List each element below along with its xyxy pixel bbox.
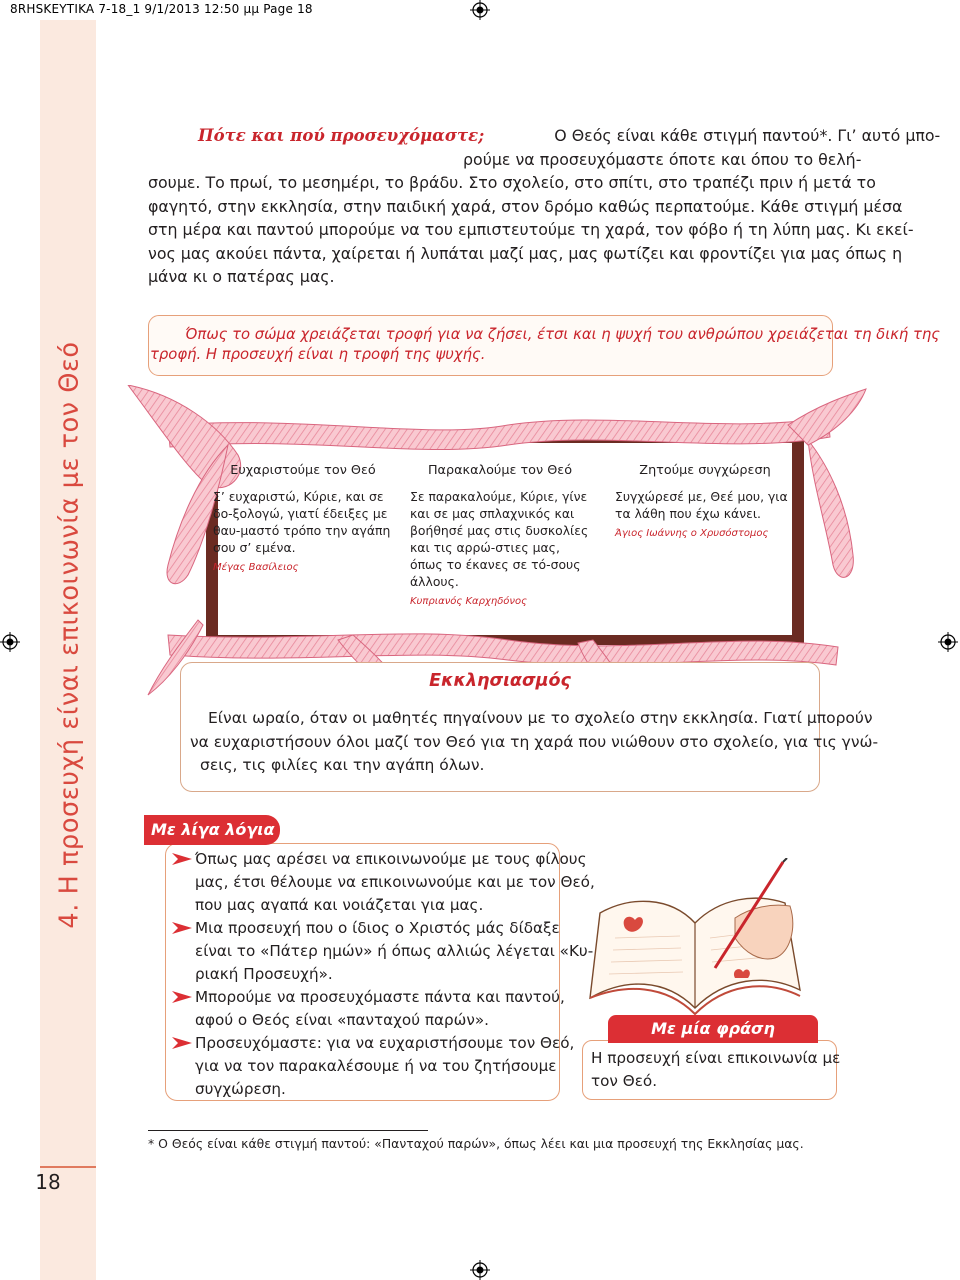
summary-line: που μας αγαπά και νοιάζεται για μας. <box>195 896 484 914</box>
prayer-title: Ζητούμε συγχώρεση <box>639 463 771 478</box>
intro-line: μάνα κι ο πατέρας μας. <box>148 267 335 286</box>
intro-heading: Πότε και πού προσευχόμαστε; <box>198 126 485 145</box>
page-number: 18 <box>35 1170 61 1194</box>
registration-mark-icon <box>470 1260 490 1280</box>
prayer-request <box>410 462 590 610</box>
footnote: * Ο Θεός είναι κάθε στιγμή παντού: «Πανταχού παρών», όπως λέει και μια προσευχή της Εκκλησίας μας. <box>148 1136 804 1151</box>
intro-line: ρούμε να προσευχόμαστε όποτε και όπου το θελή- <box>463 149 862 169</box>
prayer-title: Ευχαριστούμε τον Θεό <box>230 463 376 478</box>
arrow-icon <box>172 1037 192 1049</box>
intro-line: στη μέρα και παντού μπορούμε να του εμπιστευτούμε τη χαρά, τον φόβο ή τη λύπη μας. Κι εκεί- <box>148 220 914 239</box>
prayer-author: Μέγας Βασίλειος <box>213 562 299 573</box>
intro-line: φαγητό, στην εκκλησία, στην παιδική χαρά, στον δρόμο καθώς περπατούμε. Κάθε στιγμή μέσα <box>148 196 903 216</box>
quote-line: τροφή. Η προσευχή είναι η τροφή της ψυχής. <box>150 346 486 363</box>
prayer-text: Συγχώρεσέ με, Θεέ μου, για τα λάθη που έχω κάνει. <box>615 489 788 521</box>
prayer-author: Κυπριανός Καρχηδόνος <box>410 596 528 607</box>
print-slug: 8RHSKEYTIKA 7-18_1 9/1/2013 12:50 μμ Page 18 <box>10 2 313 16</box>
prayer-forgiveness <box>615 462 795 542</box>
arrow-icon <box>172 922 192 934</box>
summary-item <box>172 1032 575 1101</box>
intro-line <box>148 124 941 148</box>
prayer-title: Παρακαλούμε τον Θεό <box>427 463 573 478</box>
prayer-text: Σε παρακαλούμε, Κύριε, γίνε και σε μας σπλαχνικός και βοήθησέ μας στις δυσκολίες και τις αρρώ-στιες μας, όπως το έκανες σε τό-σους άλλους. <box>410 489 589 589</box>
intro-line: σουμε. Το πρωί, το μεσημέρι, το βράδυ. Στο σχολείο, στο σπίτι, στο τραπέζι πριν ή μετά το <box>148 173 876 192</box>
prayer-text: Σ’ ευχαριστώ, Κύριε, και σε δο-ξολογώ, γιατί έδειξες με θαυ-μαστό τρόπο την αγάπη σου σ’ εμένα. <box>213 489 391 555</box>
summary-line: μας, έτσι θέλουμε να επικοινωνούμε και με τον Θεό, <box>195 873 595 891</box>
summary-line: για να τον παρακαλέσουμε ή να του ζητήσουμε <box>195 1057 557 1075</box>
summary-item <box>172 986 565 1032</box>
church-line: σεις, τις φιλίες και την αγάπη όλων. <box>200 756 485 774</box>
summary-line: Μια προσευχή που ο ίδιος ο Χριστός μάς δίδαξε <box>195 919 560 937</box>
page-number-rule <box>40 1166 96 1168</box>
intro-line-text: Ο Θεός είναι κάθε στιγμή παντού*. Γι’ αυτό μπο- <box>554 126 941 145</box>
notebook-writing-illustration <box>585 858 810 1018</box>
summary-label: Με λίγα λόγια <box>144 815 280 845</box>
phrase-label: Με μία φράση <box>608 1015 818 1043</box>
intro-line: νος μας ακούει πάντα, χαίρεται ή λυπάται μαζί μας, μας φωτίζει και φροντίζει για μας όπως η <box>148 243 903 263</box>
church-line: να ευχαριστήσουν όλοι μαζί τον Θεό για τη χαρά που νιώθουν στο σχολείο, για τις γνώ- <box>190 732 879 751</box>
arrow-icon <box>172 853 192 865</box>
summary-item <box>172 917 594 986</box>
summary-line: Προσευχόμαστε: για να ευχαριστήσουμε τον Θεό, <box>195 1034 575 1052</box>
church-title: Εκκλησιασμός <box>429 671 571 691</box>
summary-line: είναι το «Πάτερ ημών» ή όπως αλλιώς λέγεται «Κυ- <box>195 942 594 960</box>
summary-list <box>172 848 595 1101</box>
arrow-icon <box>172 991 192 1003</box>
prayer-author: Άγιος Ιωάννης ο Χρυσόστομος <box>615 528 769 539</box>
registration-mark-icon <box>0 632 20 652</box>
footnote-rule <box>148 1130 428 1131</box>
church-line: Είναι ωραίο, όταν οι μαθητές πηγαίνουν με το σχολείο στην εκκλησία. Γιατί μπορούν <box>208 709 873 727</box>
phrase-text <box>591 1047 841 1093</box>
chapter-title <box>44 341 96 929</box>
quote-line: Όπως το σώμα χρειάζεται τροφή για να ζήσει, έτσι και η ψυχή του ανθρώπου χρειάζεται τη δική της <box>185 326 940 343</box>
summary-line: Όπως μας αρέσει να επικοινωνούμε με τους φίλους <box>195 850 587 868</box>
summary-item <box>172 848 595 917</box>
phrase-line: τον Θεό. <box>591 1072 658 1090</box>
summary-line: αφού ο Θεός είναι «πανταχού παρών». <box>195 1011 489 1029</box>
registration-mark-icon <box>470 0 490 20</box>
quote-text <box>150 325 940 365</box>
prayer-thanks <box>213 462 393 576</box>
summary-line: Μπορούμε να προσευχόμαστε πάντα και παντού, <box>195 988 565 1006</box>
chapter-title-text: 4. Η προσευχή είναι επικοινωνία με τον Θεό <box>55 341 86 929</box>
summary-line: ριακή Προσευχή». <box>195 965 333 983</box>
phrase-line: Η προσευχή είναι επικοινωνία με <box>591 1049 841 1067</box>
intro-paragraph <box>148 124 941 289</box>
church-text <box>190 707 879 778</box>
registration-mark-icon <box>938 632 958 652</box>
summary-line: συγχώρεση. <box>195 1080 286 1098</box>
